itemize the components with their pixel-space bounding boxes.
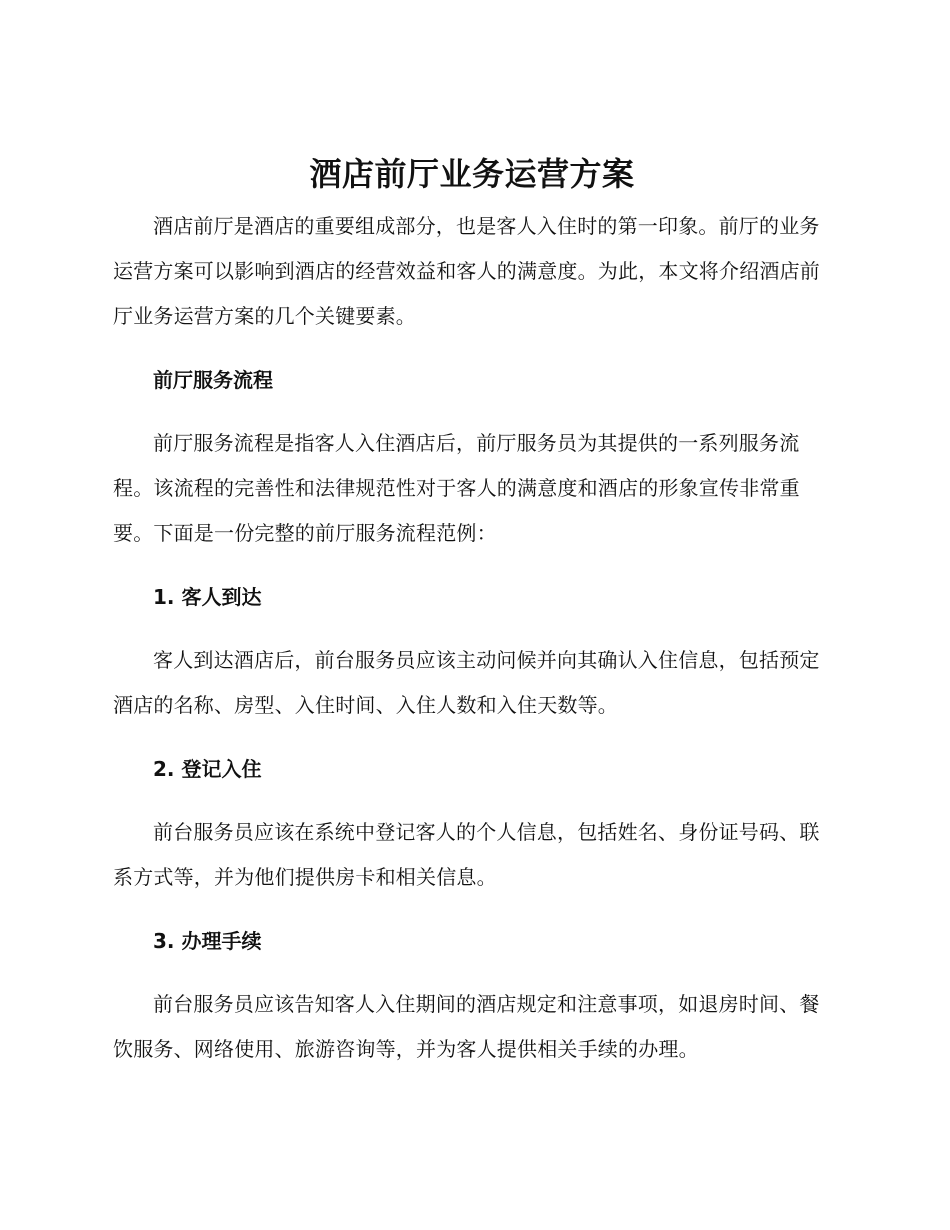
document-title: 酒店前厅业务运营方案 bbox=[309, 155, 635, 193]
section-paragraph-front-desk-process: 前厅服务流程是指客人入住酒店后，前厅服务员为其提供的一系列服务流程。该流程的完善性和法律规范性对于客人的满意度和酒店的形象宣传非常重要。下面是一份完整的前厅服务流程范例： bbox=[113, 431, 800, 545]
step-paragraph-check-in: 前台服务员应该在系统中登记客人的个人信息，包括姓名、身份证号码、联系方式等，并为他们提供房卡和相关信息。 bbox=[113, 820, 820, 889]
document-body bbox=[113, 150, 831, 1072]
step-heading-guest-arrival: 1. 客人到达 bbox=[153, 585, 262, 609]
step-heading-procedures: 3. 办理手续 bbox=[153, 929, 262, 953]
step-paragraph-procedures: 前台服务员应该告知客人入住期间的酒店规定和注意事项，如退房时间、餐饮服务、网络使用、旅游咨询等，并为客人提供相关手续的办理。 bbox=[113, 992, 820, 1061]
intro-paragraph: 酒店前厅是酒店的重要组成部分，也是客人入住时的第一印象。前厅的业务运营方案可以影响到酒店的经营效益和客人的满意度。为此，本文将介绍酒店前厅业务运营方案的几个关键要素。 bbox=[113, 214, 820, 328]
section-heading-front-desk-process: 前厅服务流程 bbox=[153, 368, 273, 392]
step-heading-check-in: 2. 登记入住 bbox=[153, 757, 262, 781]
step-paragraph-guest-arrival: 客人到达酒店后，前台服务员应该主动问候并向其确认入住信息，包括预定酒店的名称、房型、入住时间、入住人数和入住天数等。 bbox=[113, 648, 820, 717]
